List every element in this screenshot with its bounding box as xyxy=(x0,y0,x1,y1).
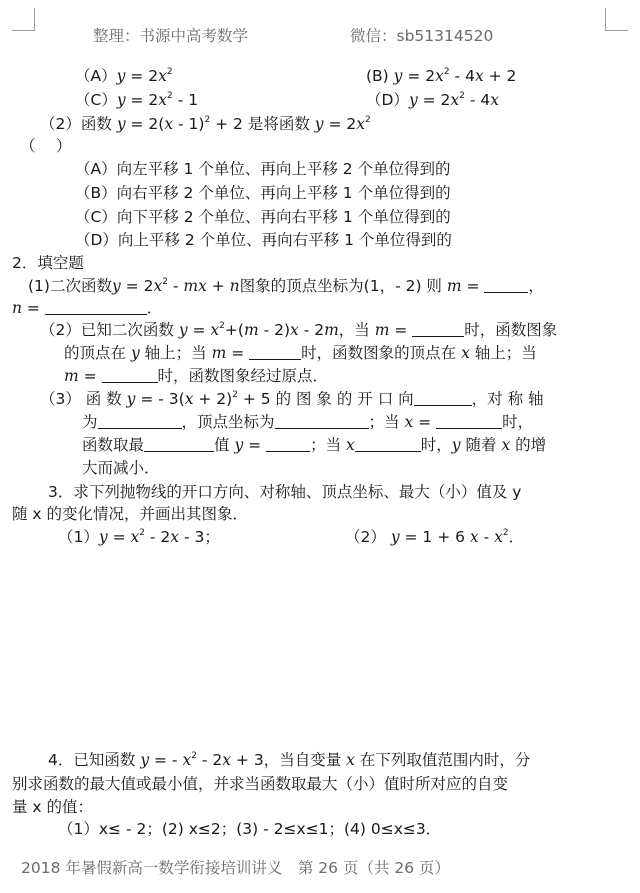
q2-stem: （2）函数 y = 2(x - 1)$^2$ + 2 是将函数 $y = 2x^2$ xyxy=(40,115,371,133)
section3-part1: $(1)y = x^2 - 2x - 3$； xyxy=(58,528,220,546)
section3-part2: （2） y = 1 + 6 x - $x^2$． xyxy=(345,528,525,546)
section4-line4: （1）x≤ - 2；(2) x≤2；(3) - 2≤x≤1；(4) 0≤x≤3． xyxy=(58,820,442,838)
fill2-line2: 的顶点在 y 轴上；当 m = 时，函数图象的顶点在 x 轴上；当 xyxy=(64,344,537,362)
q1-option-b: (B) $y = 2x^2 - 4x + 2$ xyxy=(366,67,517,85)
q2-option-a: （A）向左平移 1 个单位、再向上平移 2 个单位得到的 xyxy=(75,160,451,178)
q2-answer-bracket: （ ） xyxy=(20,137,72,155)
page-footer: 2018 年暑假新高一数学衔接培训讲义 第 26 页（共 26 页） xyxy=(21,859,451,877)
section4-line2: 别求函数的最大值或最小值，并求当函数取最大（小）值时所对应的自变 xyxy=(12,775,509,793)
section4-line1: 4．已知函数 y = - $x^2 - 2x + 3$，当自变量 x 在下列取值范围内时，分 xyxy=(48,751,531,769)
page-header xyxy=(0,24,640,46)
q1-option-c: $(C)y = 2x^2 - 1$ xyxy=(75,91,199,109)
fill1-line1: (1)二次函数$y = 2x^2$ - mx + n图象的顶点坐标为(1，- 2) 则 m = ， xyxy=(28,277,544,295)
fill3-line4: 大而减小． xyxy=(82,459,160,477)
section3-line2: 随 x 的变化情况，并画出其图象． xyxy=(12,505,249,523)
q1-option-a: $(A)y = 2x^2$ xyxy=(75,67,173,85)
section2-title: 2．填空题 xyxy=(12,254,84,272)
fill3-line1: （3） 函 数 y = - $3(x + 2)^2 + 5$ 的 图 象 的 开 口 向 ，对 称 轴 xyxy=(40,390,544,408)
fill2-line1: （2）已知二次函数 $y = x^2+(m - 2)x - 2m$，当 m = 时，函数图象 xyxy=(40,321,558,339)
section4-line3: 量 x 的值： xyxy=(12,798,94,816)
fill1-line2: n = ． xyxy=(12,299,163,317)
header-right: 微信：sb51314520 xyxy=(350,27,494,45)
q1-option-d: $(D)y = 2x^2 - 4x$ xyxy=(366,91,499,109)
header-left: 整理：书源中高考数学 xyxy=(93,27,249,45)
q2-option-d: （D）向上平移 2 个单位、再向右平移 1 个单位得到的 xyxy=(75,231,452,249)
fill3-line3: 函数取最 值 y = ；当 x 时，y 随着 x 的增 xyxy=(82,436,547,454)
fill2-line3: m = 时，函数图象经过原点． xyxy=(64,367,329,385)
q2-option-b: （B）向右平移 2 个单位、再向上平移 1 个单位得到的 xyxy=(75,184,451,202)
section3-line1: 3．求下列抛物线的开口方向、对称轴、顶点坐标、最大（小）值及 y xyxy=(48,483,522,501)
fill3-line2: 为 ，顶点坐标为 ；当 x = 时， xyxy=(82,413,534,431)
q2-option-c: （C）向下平移 2 个单位、再向右平移 1 个单位得到的 xyxy=(75,208,451,226)
